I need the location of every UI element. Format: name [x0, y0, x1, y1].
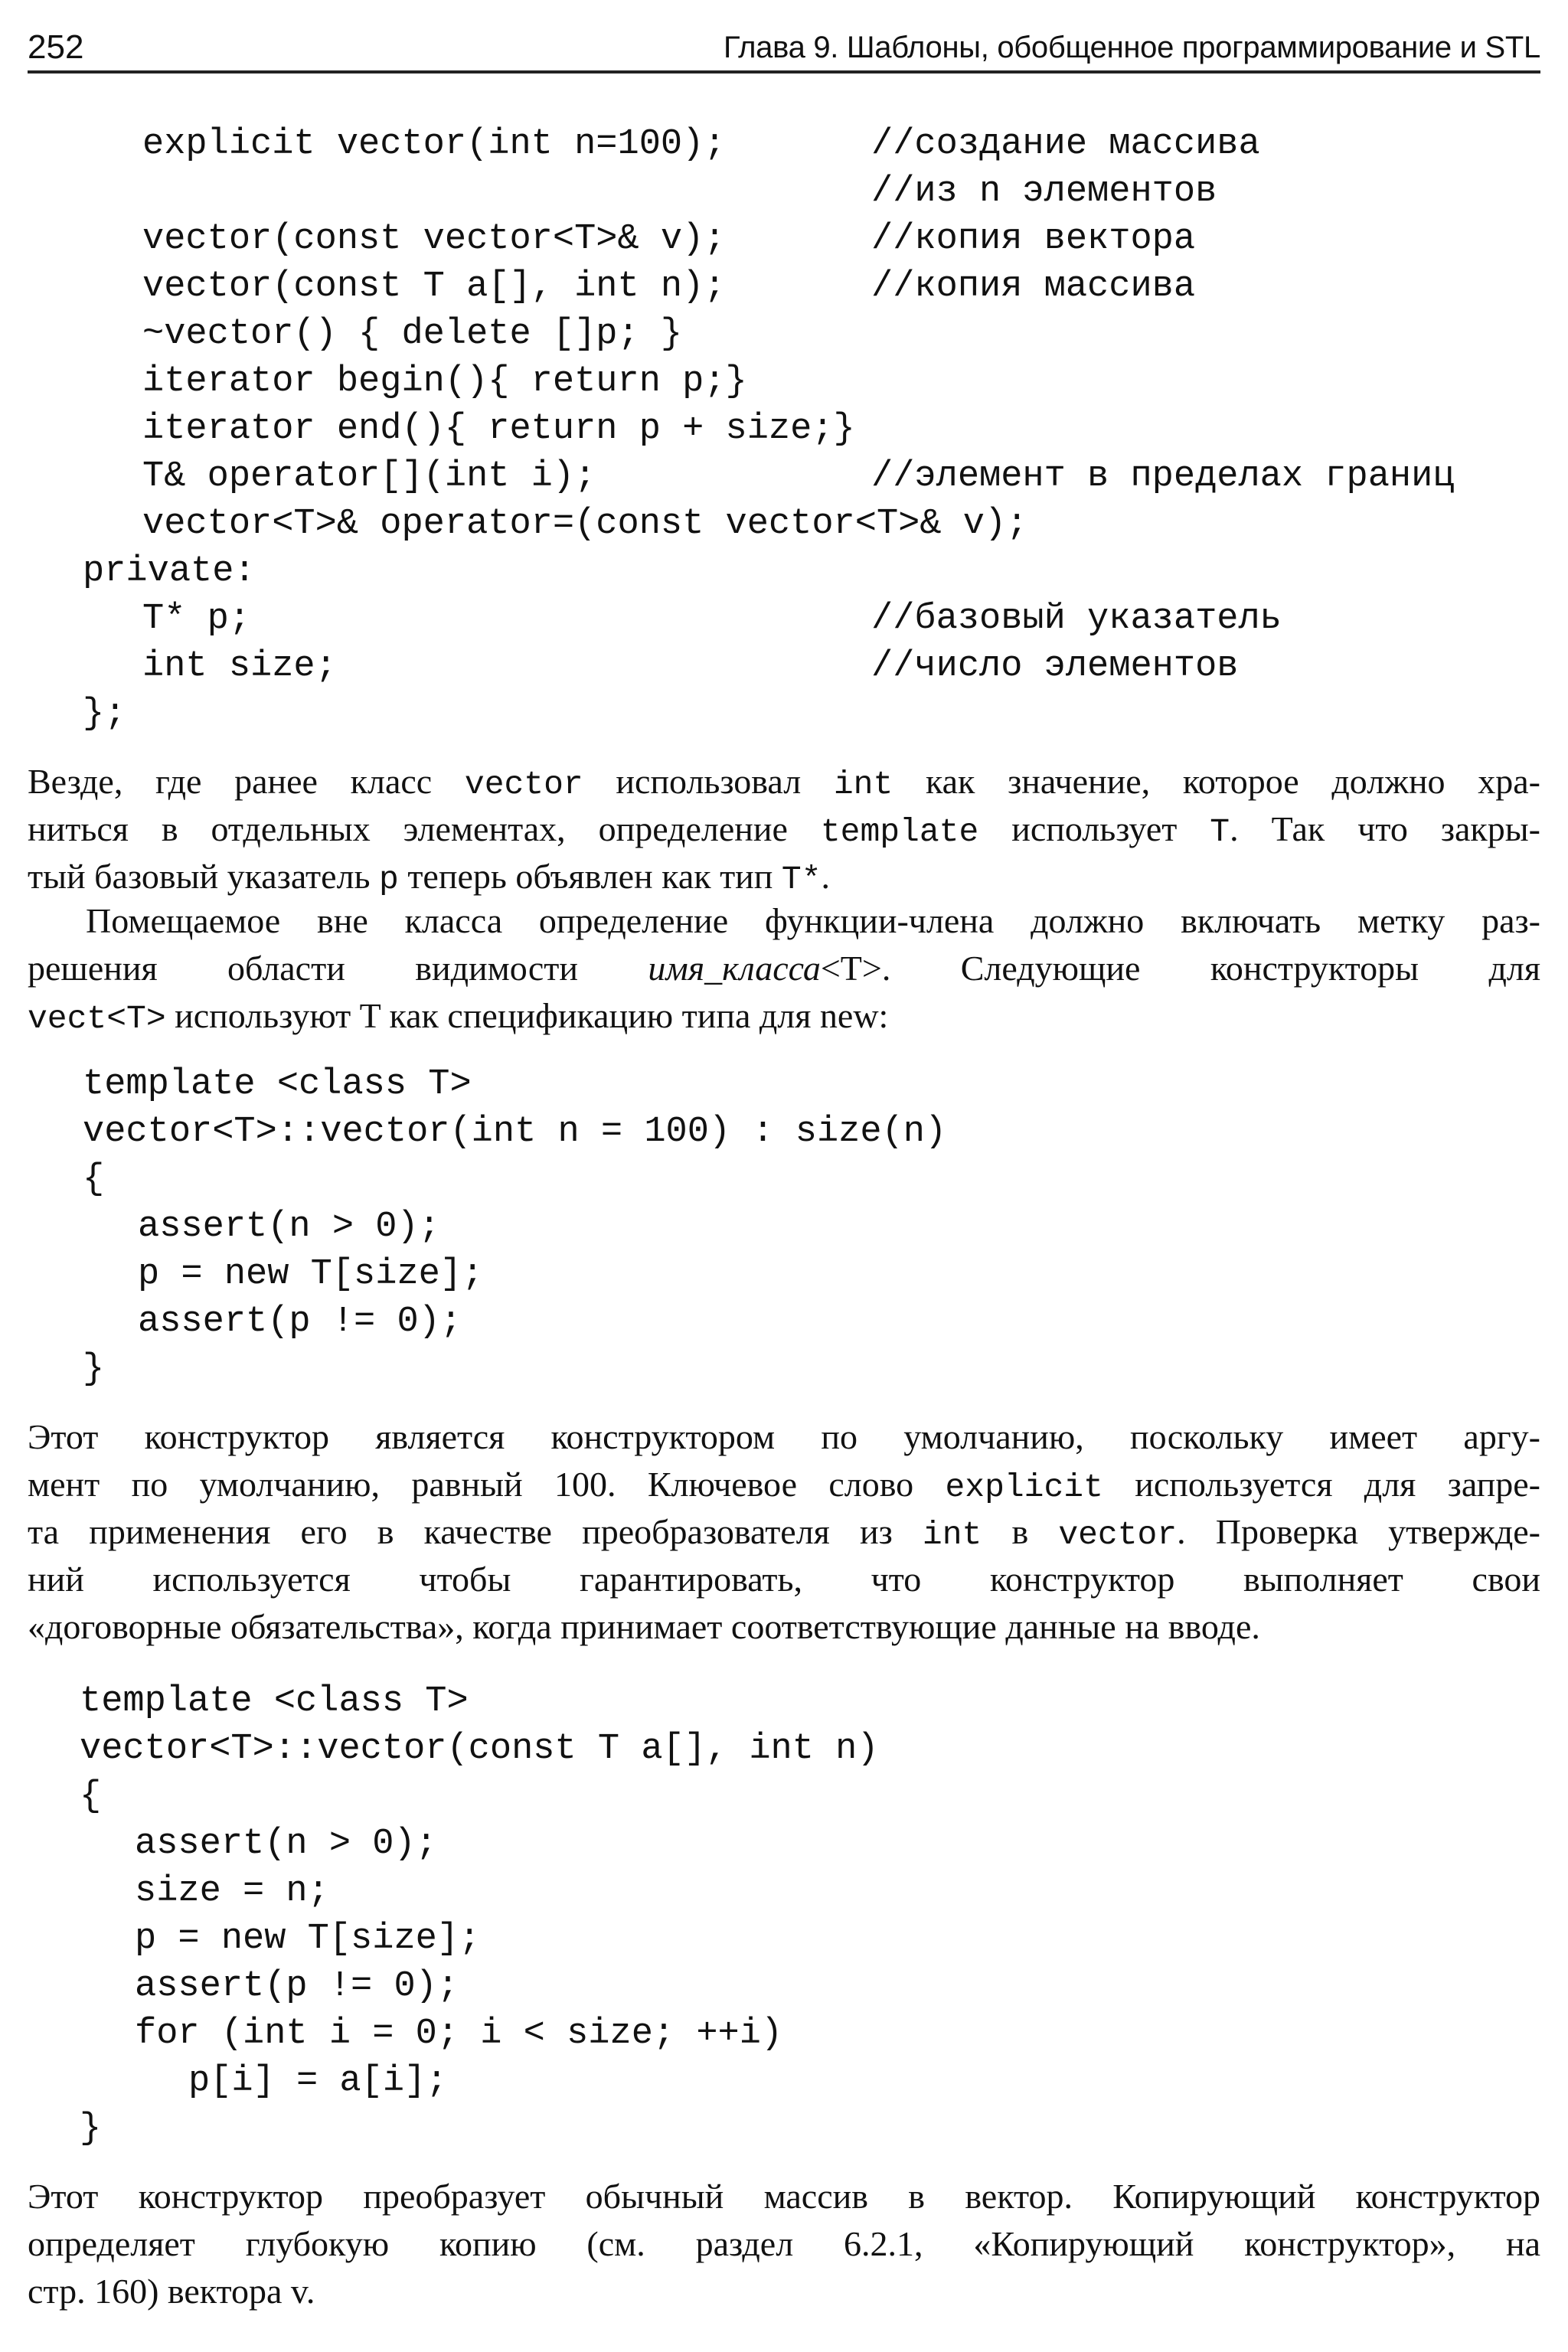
- text-line: определяет глубокую копию (см. раздел 6.2.1, «Копирующий конструктор», на: [28, 2224, 1540, 2263]
- code-line: int size;: [142, 646, 337, 687]
- code-comment: //копия вектора: [871, 219, 1196, 260]
- code-line: ~vector() { delete []p; }: [142, 314, 683, 354]
- text-line: «договорные обязательства», когда принимает соответствующие данные на вводе.: [28, 1607, 1260, 1646]
- code-line: assert(n > 0);: [135, 1824, 437, 1864]
- code-line: for (int i = 0; i < size; ++i): [135, 2014, 783, 2054]
- code-line: assert(p != 0);: [138, 1302, 462, 1342]
- code-line: size = n;: [135, 1871, 329, 1912]
- code-line: assert(p != 0);: [135, 1966, 459, 2007]
- code-line: template <class T>: [83, 1064, 472, 1105]
- code-line: assert(n > 0);: [138, 1207, 440, 1247]
- code-line: p[i] = a[i];: [188, 2061, 448, 2102]
- code-line: {: [80, 1776, 102, 1817]
- text-line: мент по умолчанию, равный 100. Ключевое слово explicit используется для запре-: [28, 1465, 1540, 1506]
- code-line: private:: [83, 551, 256, 592]
- code-comment: //базовый указатель: [871, 599, 1282, 639]
- text-line: vect<T> используют T как спецификацию типа для new:: [28, 996, 889, 1037]
- text-line: ниться в отдельных элементах, определение template использует T. Так что закры-: [28, 809, 1540, 851]
- code-line: T* p;: [142, 599, 251, 639]
- chapter-title: Глава 9. Шаблоны, обобщенное программирование и STL: [724, 31, 1540, 64]
- paragraph-array-constructor: [28, 2173, 1540, 2315]
- text-line: та применения его в качестве преобразователя из int в vector. Проверка утвержде-: [28, 1512, 1540, 1553]
- page-number: 252: [28, 28, 84, 66]
- code-line: vector(const T a[], int n);: [142, 266, 726, 307]
- text-line: Этот конструктор является конструктором по умолчанию, поскольку имеет аргу-: [28, 1417, 1540, 1456]
- text-line: стр. 160) вектора v.: [28, 2272, 315, 2311]
- code-line: p = new T[size];: [135, 1919, 481, 1959]
- code-comment: //из n элементов: [871, 172, 1217, 212]
- code-line: p = new T[size];: [138, 1254, 484, 1295]
- code-comment: //копия массива: [871, 266, 1196, 307]
- code-line: explicit vector(int n=100);: [142, 124, 726, 165]
- paragraph-member-definition: [28, 897, 1540, 1040]
- code-line: template <class T>: [80, 1681, 469, 1722]
- code-comment: //число элементов: [871, 646, 1239, 687]
- code-comment: //создание массива: [871, 124, 1260, 165]
- code-line: iterator end(){ return p + size;}: [142, 409, 855, 449]
- code-line: {: [83, 1159, 105, 1200]
- code-line: T& operator[](int i);: [142, 456, 596, 497]
- text-line: Везде, где ранее класс vector использовал int как значение, которое должно хра-: [28, 762, 1540, 803]
- code-comment: //элемент в пределах границ: [871, 456, 1455, 497]
- text-line: Помещаемое вне класса определение функции-члена должно включать метку раз-: [86, 901, 1540, 940]
- code-line: vector<T>::vector(const T a[], int n): [80, 1729, 879, 1769]
- text-line: тый базовый указатель p теперь объявлен как тип T*.: [28, 857, 831, 898]
- code-line: vector<T>& operator=(const vector<T>& v);: [142, 504, 1028, 544]
- code-line: }: [80, 2109, 102, 2149]
- code-line: vector<T>::vector(int n = 100) : size(n): [83, 1112, 947, 1152]
- paragraph-template-types: [28, 758, 1540, 900]
- paragraph-default-constructor: [28, 1413, 1540, 1651]
- code-line: vector(const vector<T>& v);: [142, 219, 726, 260]
- page-header: [28, 28, 1540, 74]
- text-line: Этот конструктор преобразует обычный массив в вектор. Копирующий конструктор: [28, 2177, 1540, 2216]
- code-line: iterator begin(){ return p;}: [142, 361, 747, 402]
- code-line: };: [83, 694, 126, 734]
- code-line: }: [83, 1349, 105, 1390]
- text-line: решения области видимости имя_класса<T>. Следующие конструкторы для: [28, 949, 1541, 988]
- text-line: ний используется чтобы гарантировать, что конструктор выполняет свои: [28, 1560, 1540, 1599]
